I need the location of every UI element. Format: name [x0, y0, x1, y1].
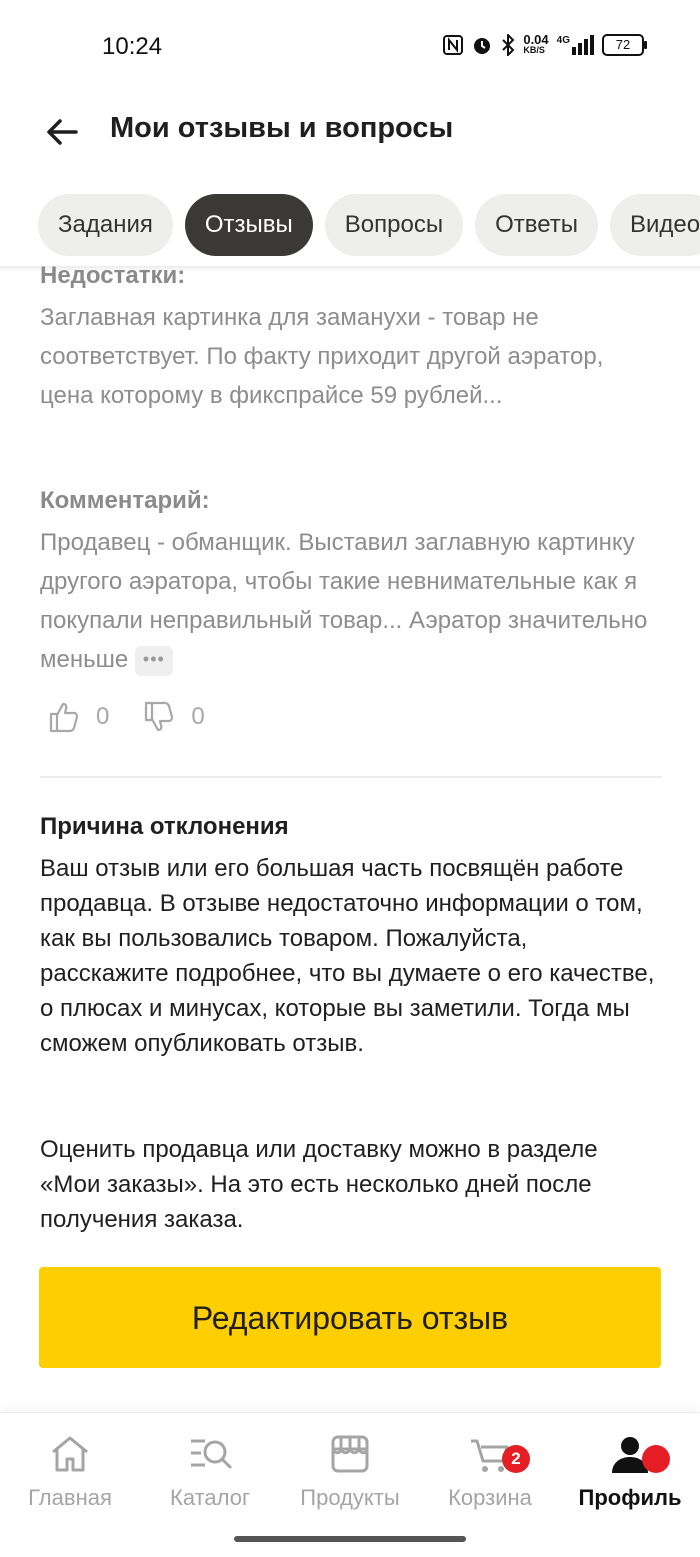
- app-header: [0, 90, 700, 172]
- thumbs-down-icon: [143, 700, 177, 734]
- tab-reviews[interactable]: Отзывы: [185, 194, 313, 256]
- review-cons: [40, 262, 662, 415]
- nav-products[interactable]: [280, 1431, 420, 1511]
- signal-icon: [557, 35, 594, 55]
- nav-cart[interactable]: [420, 1431, 560, 1511]
- tab-tasks[interactable]: Задания: [38, 194, 173, 256]
- tab-answers[interactable]: Ответы: [475, 194, 598, 256]
- status-icons: [443, 34, 644, 56]
- nav-profile-label: Профиль: [578, 1485, 682, 1510]
- rejection-title: Причина отклонения: [40, 813, 289, 840]
- home-icon: [47, 1431, 93, 1477]
- nav-home-label: Главная: [28, 1485, 112, 1510]
- battery-icon: [602, 34, 644, 56]
- home-indicator: [234, 1536, 466, 1542]
- battery-level: 72: [615, 37, 631, 52]
- tab-questions[interactable]: Вопросы: [325, 194, 463, 256]
- network-type: 4G: [556, 35, 570, 46]
- cons-label: Недостатки:: [40, 262, 186, 289]
- rejection-text: Ваш отзыв или его большая часть посвящён работе продавца. В отзыве недостаточно информации о том, как вы пользовались товаром. Пожалуйста, расскажите подробнее, что вы думаете о его качестве, о плюсах и минусах, которые вы заметили. Тогда мы сможем опубликовать отзыв.: [40, 855, 655, 1057]
- thumbs-up-icon: [48, 700, 82, 734]
- nav-home[interactable]: [0, 1431, 140, 1511]
- status-bar: [0, 0, 700, 90]
- profile-notification-dot: [642, 1445, 670, 1473]
- page-title: Мои отзывы и вопросы: [110, 112, 454, 144]
- divider: [40, 776, 662, 778]
- back-arrow-icon[interactable]: [42, 112, 82, 152]
- nav-profile[interactable]: [560, 1431, 700, 1511]
- net-speed-value: 0.04: [523, 32, 549, 47]
- store-icon: [327, 1431, 373, 1477]
- cart-badge: 2: [502, 1445, 530, 1473]
- status-time: 10:24: [102, 33, 163, 60]
- like-count: 0: [96, 703, 110, 730]
- bluetooth-icon: [501, 34, 515, 56]
- net-speed: [523, 34, 548, 56]
- dislike-button[interactable]: [143, 700, 204, 734]
- nfc-icon: [443, 35, 463, 55]
- alarm-icon: [471, 34, 493, 56]
- rejection-hint: Оценить продавца или доставку можно в разделе «Мои заказы». На это есть несколько дней после получения заказа.: [40, 1136, 598, 1233]
- dislike-count: 0: [191, 703, 205, 730]
- like-button[interactable]: [48, 700, 109, 734]
- comment-label: Комментарий:: [40, 487, 210, 514]
- edit-review-button[interactable]: Редактировать отзыв: [39, 1267, 661, 1368]
- tabs-bar: [38, 194, 700, 256]
- nav-cart-label: Корзина: [448, 1485, 532, 1510]
- catalog-search-icon: [187, 1431, 233, 1477]
- review-comment: [40, 487, 662, 679]
- nav-catalog-label: Каталог: [170, 1485, 250, 1510]
- comment-text: Продавец - обманщик. Выставил заглавную картинку другого аэратора, чтобы такие невнимательные как я покупали неправильный товар... Аэратор значительно меньше: [40, 529, 648, 673]
- votes-row: [48, 700, 223, 734]
- expand-more-button[interactable]: •••: [135, 646, 173, 676]
- tab-video[interactable]: Видео: [610, 194, 700, 256]
- net-speed-unit: KB/S: [523, 45, 545, 55]
- nav-products-label: Продукты: [300, 1485, 400, 1510]
- cons-text: Заглавная картинка для заманухи - товар не соответствует. По факту приходит другой аэратор, цена которому в фикспрайсе 59 рублей...: [40, 304, 604, 409]
- nav-catalog[interactable]: [140, 1431, 280, 1511]
